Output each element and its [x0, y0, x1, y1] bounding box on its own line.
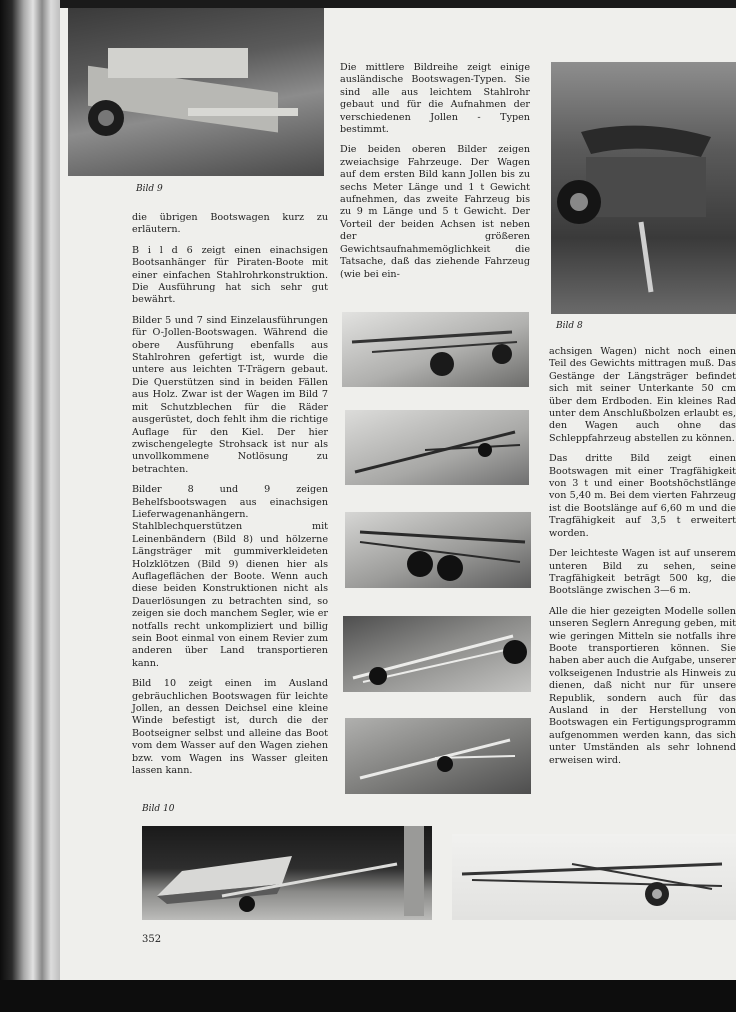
trailer-illustration	[345, 410, 529, 485]
caption-bild-10: Bild 10	[142, 804, 175, 814]
right-text-column	[549, 346, 736, 775]
paragraph: Bild 10 zeigt einen im Ausland gebräuchlichen Bootswagen für leichte Jollen, an dessen Deichsel eine kleine Winde befestigt ist, durch die der Bootseigner selbst und alleine das Boot vom dem Wasser auf den Wagen ziehen bzw. vom Wagen ins Wasser gleiten lassen kann.	[132, 678, 328, 777]
paragraph: Die mittlere Bildreihe zeigt einige ausländische Bootswagen-Typen. Sie sind alle aus leichtem Stahlrohr gebaut und für die Aufnahmen der verschiedenen Jollen - Typen bestimmt.	[340, 62, 530, 136]
photo-foreign-trailer-1	[342, 312, 529, 387]
photo-foreign-trailer-3	[345, 512, 531, 588]
photo-light-trailer	[452, 834, 736, 920]
photo-bild-9	[68, 8, 324, 176]
paragraph: Bilder 8 und 9 zeigen Behelfsbootswagen aus einachsigen Lieferwagenanhängern. Stahlblechquerstützen mit Leinenbändern (Bild 8) und hölzerne Längsträger mit gummiverkleideten Holzklötzen (Bild 9) dienen hier als Auflageflächen der Boote. Wenn auch diese beiden Konstruktionen nicht als Dauerlösungen zu betrachten sind, so zeigen sie doch manchem Segler, wie er notfalls recht unkompliziert und billig sein Boot einmal von einem Revier zum anderen über Land transportieren kann.	[132, 484, 328, 669]
caption-bild-8: Bild 8	[556, 321, 583, 331]
scan-border	[0, 980, 736, 1012]
paragraph: die übrigen Bootswagen kurz zu erläutern.	[132, 212, 328, 236]
trailer-illustration	[551, 62, 736, 314]
photo-foreign-trailer-4	[343, 616, 531, 692]
trailer-illustration	[345, 512, 531, 588]
trailer-illustration	[342, 312, 529, 387]
paragraph: Der leichteste Wagen ist auf unserem unteren Bild zu sehen, seine Tragfähigkeit beträgt 500 kg, die Bootslänge zwischen 3—6 m.	[549, 548, 736, 597]
photo-bild-8	[551, 62, 736, 314]
paragraph: achsigen Wagen) nicht noch einen Teil des Gewichts mittragen muß. Das Gestänge der Längsträger befindet sich mit seiner Unterkante 50 cm über dem Erdboden. Ein kleines Rad unter dem Anschlußbolzen erlaubt es, den Wagen auch ohne das Schleppfahrzeug abstellen zu können.	[549, 346, 736, 444]
left-text-column	[132, 212, 328, 785]
caption-bild-9: Bild 9	[136, 184, 163, 194]
photo-bild-10	[142, 826, 432, 920]
paragraph: Die beiden oberen Bilder zeigen zweiachsige Fahrzeuge. Der Wagen auf dem ersten Bild kann Jollen bis zu sechs Meter Länge und 1 t Gewicht aufnehmen, das zweite Fahrzeug bis zu 9 m Länge und 5 t Gewicht. Der Vorteil der beiden Achsen ist neben der größeren Gewichtsaufnahmemöglichkeit die Tatsache, daß das ziehende Fahrzeug (wie bei ein-	[340, 144, 530, 280]
photo-foreign-trailer-2	[345, 410, 529, 485]
paragraph: Das dritte Bild zeigt einen Bootswagen mit einer Tragfähigkeit von 3 t und einer Bootshöchstlänge von 5,40 m. Bei dem vierten Fahrzeug ist die Bootslänge auf 6,60 m und die Tragfähigkeit auf 3,5 t erweitert worden.	[549, 453, 736, 539]
photo-foreign-trailer-5	[345, 718, 531, 794]
book-spine-edges	[0, 0, 60, 1012]
trailer-illustration	[345, 718, 531, 794]
trailer-illustration	[68, 8, 324, 176]
paragraph: Bilder 5 und 7 sind Einzelausführungen für O-Jollen-Bootswagen. Während die obere Ausführung ebenfalls aus Stahlrohren gefertigt ist, wurde die untere aus leichten T-Trägern gebaut. Die Querstützen sind in beiden Fällen aus Holz. Zwar ist der Wagen im Bild 7 mit Schutzblechen für die Räder ausgerüstet, doch fehlt ihm die richtige Auflage für den Kiel. Der hier zwischengelegte Strohsack ist nur als unvollkommene Notlösung zu betrachten.	[132, 314, 328, 475]
page-number: 352	[142, 934, 162, 945]
paragraph: B i l d 6 zeigt einen einachsigen Bootsanhänger für Piraten-Boote mit einer einfachen Stahlrohrkonstruktion. Die Ausführung hat sich sehr gut bewährt.	[132, 244, 328, 306]
trailer-illustration	[343, 616, 531, 692]
book-page	[60, 8, 736, 980]
paragraph: Alle die hier gezeigten Modelle sollen unseren Seglern Anregung geben, mit wie geringen Mitteln sie notfalls ihre Boote transportieren können. Sie haben aber auch die Aufgabe, unserer volkseigenen Industrie als Hinweis zu dienen, daß nicht nur für unsere Republik, sondern auch für das Ausland in der Herstellung von Bootswagen ein Fertigungsprogramm aufgenommen werden kann, das sich unter Umständen als sehr lohnend erweisen wird.	[549, 605, 736, 766]
trailer-illustration	[452, 834, 736, 920]
boat-trailer-illustration	[142, 826, 432, 920]
middle-text-column	[340, 62, 530, 289]
